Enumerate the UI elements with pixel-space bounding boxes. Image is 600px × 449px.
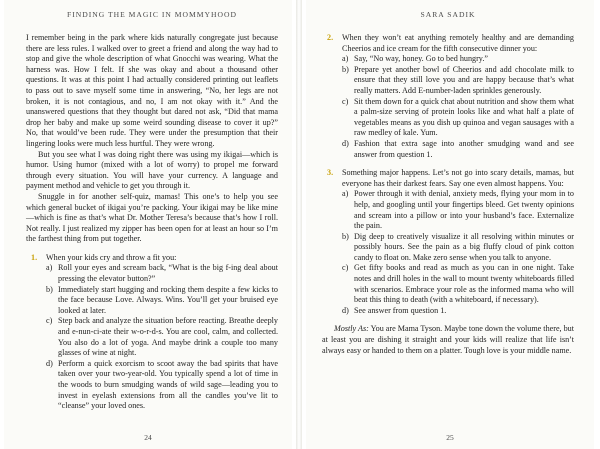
paragraph: But you see what I was doing right there was using my ikigai—which is humor. Using humor (mixed with a lot of worry) to propel me forward through every situation. You will have your currency. A language and payment method and vehicle to get you through it. (26, 149, 278, 191)
option-text: See answer from question 1. (354, 305, 447, 315)
result-paragraph (322, 324, 574, 356)
book-gutter (296, 0, 302, 449)
option-text: Prepare yet another bowl of Cheerios and add chocolate milk to ensure that they still love you and are happy because that’s what really matters. Add E-number-laden sprinkles generously. (354, 64, 574, 95)
answer-option (342, 306, 574, 317)
option-text: Dig deep to creatively visualize it all resolving within minutes or possibly hours. See the pain as a big fluffy cloud of pink cotton candy to float on. Make zero sense when you talk to anyone. (354, 231, 574, 262)
left-body (26, 33, 278, 412)
option-text: Immediately start hugging and rocking them despite a few kicks to the face because Love. Always. Wins. You’ll get your bruised eye looked at later. (58, 284, 278, 315)
quiz-question-1 (26, 253, 278, 412)
option-letter: c) (342, 263, 349, 273)
result-text: You are Mama Tyson. Maybe tone down the volume there, but at least you are dishing it straight and your kids will realize that life isn’t always easy or handed to them on a platter. Tough love is your middle name. (322, 324, 574, 355)
option-letter: d) (46, 358, 53, 368)
answer-option (342, 232, 574, 264)
question-number: 1. (31, 252, 38, 262)
answer-option (46, 285, 278, 317)
answer-option (342, 65, 574, 97)
answer-option (342, 189, 574, 231)
option-letter: a) (342, 189, 349, 199)
quiz-question-3 (322, 168, 574, 316)
answer-option (342, 139, 574, 160)
right-page (306, 0, 594, 449)
page-number-right: 25 (446, 433, 454, 442)
option-text: Say, “No way, honey. Go to bed hungry.” (354, 54, 488, 64)
answer-option (46, 263, 278, 284)
option-letter: b) (46, 284, 53, 294)
option-letter: a) (342, 54, 349, 64)
option-text: Roll your eyes and scream back, “What is the big f-ing deal about pressing the elevator button?” (58, 263, 278, 284)
answer-option (342, 263, 574, 305)
right-body (322, 33, 574, 356)
paragraph: I remember being in the park where kids naturally congregate just because there are less rules. I walked over to greet a friend and along the way had to stop and give the whole description of what Gnocchi was wearing. What the harness was. How I felt. If she was okay and about a thousand other questions. It was at this point I had actually considered printing out leaflets to pass out to save myself some time in answering, “No, her legs are not broken, it is not contagious, and no, I am not okay with it.” And the unanswered questions that they thought but dared not ask, “Did that mama drop her baby and make up some weird sounding disease to cover it up?” No, that would’ve been rude. They were under the presumption that their lingering looks were much less hurtful. They were wrong. (26, 33, 278, 148)
answer-option (46, 316, 278, 358)
page-number-left: 24 (144, 433, 152, 442)
question-number: 2. (327, 33, 334, 42)
option-text: Sit them down for a quick chat about nutrition and show them what a palm-size serving of protein looks like and what half a plate of vegetables means as you dish up quinoa and vegan sausages with a raw medley of kale. Yum. (354, 96, 574, 138)
question-stem: When your kids cry and throw a fit you: (46, 252, 177, 262)
option-letter: b) (342, 231, 349, 241)
left-page (4, 0, 292, 449)
answer-option (342, 97, 574, 139)
answer-option (46, 359, 278, 412)
running-head-right: SARA SADIK (420, 10, 476, 19)
option-letter: c) (46, 316, 53, 326)
option-letter: b) (342, 64, 349, 74)
question-stem: When they won’t eat anything remotely healthy and are demanding Cheerios and ice cream for the fifth consecutive dinner you: (342, 33, 574, 53)
option-text: Get fifty books and read as much as you can in one night. Take notes and drill holes in the wall to mount twenty whiteboards filled with scenarios. Embrace your role as the informed mama who will beat this thing to death (with a whiteboard, if necessary). (354, 263, 574, 305)
option-text: Power through it with denial, anxiety meds, flying your mom in to help, and googling until your fingertips bleed. Get twenty opinions and scream into a pillow or into your husband’s face. Externalize the pain. (354, 189, 574, 231)
paragraph: Snuggle in for another self-quiz, mamas! This one’s to help you see which general bucket of ikigai you’re packing. Your ikigai may be like mine—which is fine as that’s what Dr. Mother Teresa’s because that’s how I roll. Not really. I just realized my zipper has been open for at least an hour so I’m the farthest thing from put together. (26, 191, 278, 244)
question-number: 3. (327, 168, 334, 178)
answer-option (342, 54, 574, 65)
option-letter: c) (342, 96, 349, 106)
option-text: Fashion that extra sage into another smudging wand and see answer from question 1. (354, 138, 574, 159)
quiz-question-2 (322, 33, 574, 160)
quiz-list (322, 33, 574, 316)
option-letter: d) (342, 305, 349, 315)
running-head-left: FINDING THE MAGIC IN MOMMYHOOD (67, 10, 237, 19)
result-label: Mostly As: (334, 324, 369, 334)
question-stem: Something major happens. Let’s not go into scary details, mamas, but everyone has their darkest fears. Say one even almost happens. You: (342, 168, 574, 188)
option-text: Perform a quick exorcism to scoot away the bad spirits that have taken over your two-year-old. You typically spend a lot of time in the woods to burn smudging wands of wild sage—leading you to invest in eyelash extensions from all the candles you’ve lit to “cleanse” your loved ones. (58, 358, 278, 411)
option-text: Step back and analyze the situation before reacting. Breathe deeply and e-nun-ci-ate their w-o-r-d-s. You are cool, calm, and collected. You also do a lot of yoga. And maybe drink a couple too many glasses of wine at night. (58, 316, 278, 358)
quiz-list (26, 253, 278, 412)
option-letter: a) (46, 263, 53, 273)
option-letter: d) (342, 138, 349, 148)
